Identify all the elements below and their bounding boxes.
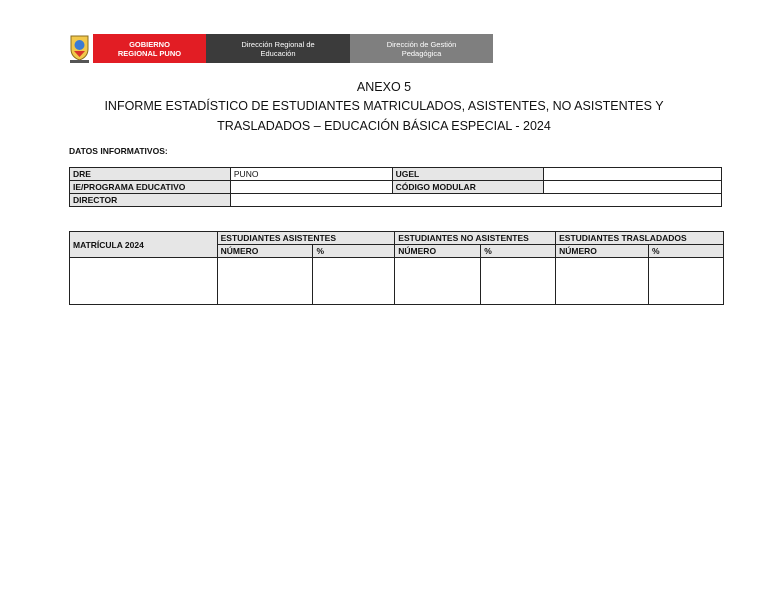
- dre-value[interactable]: PUNO: [230, 168, 392, 181]
- title-line-3: TRASLADADOS – EDUCACIÓN BÁSICA ESPECIAL - 2024: [217, 119, 551, 133]
- no-asistentes-numero-cell[interactable]: [395, 258, 481, 305]
- no-asistentes-header: ESTUDIANTES NO ASISTENTES: [395, 232, 556, 245]
- ie-value[interactable]: [230, 181, 392, 194]
- trasladados-numero-cell[interactable]: [556, 258, 649, 305]
- stats-table: [69, 231, 724, 305]
- info-row-dre: [70, 168, 722, 181]
- stats-header-row: [70, 232, 724, 245]
- org-direccion-regional: Dirección Regional de Educación: [206, 34, 350, 63]
- asistentes-numero-header: NÚMERO: [217, 245, 313, 258]
- no-asistentes-pct-header: %: [481, 245, 556, 258]
- title-annex: ANEXO 5: [356, 80, 412, 94]
- coat-of-arms-icon: [67, 33, 92, 64]
- info-row-ie: [70, 181, 722, 194]
- no-asistentes-numero-header: NÚMERO: [395, 245, 481, 258]
- stats-data-row: [70, 258, 724, 305]
- trasladados-header: ESTUDIANTES TRASLADADOS: [556, 232, 724, 245]
- trasladados-numero-header: NÚMERO: [556, 245, 649, 258]
- asistentes-pct-header: %: [313, 245, 395, 258]
- no-asistentes-pct-cell[interactable]: [481, 258, 556, 305]
- matricula-header: MATRÍCULA 2024: [70, 232, 218, 258]
- codigo-value[interactable]: [544, 181, 722, 194]
- trasladados-pct-header: %: [649, 245, 724, 258]
- info-table: [69, 167, 722, 207]
- org-gobierno-regional: GOBIERNO REGIONAL PUNO: [93, 34, 206, 63]
- datos-informativos-label: DATOS INFORMATIVOS:: [69, 146, 168, 156]
- org-direccion-gestion: Dirección de Gestión Pedagógica: [350, 34, 493, 63]
- asistentes-numero-cell[interactable]: [217, 258, 313, 305]
- director-value[interactable]: [230, 194, 721, 207]
- trasladados-pct-cell[interactable]: [649, 258, 724, 305]
- codigo-label: CÓDIGO MODULAR: [392, 181, 544, 194]
- ugel-value[interactable]: [544, 168, 722, 181]
- header-bar: [67, 33, 493, 64]
- title-line-2: INFORME ESTADÍSTICO DE ESTUDIANTES MATRICULADOS, ASISTENTES, NO ASISTENTES Y: [104, 99, 664, 113]
- ie-label: IE/PROGRAMA EDUCATIVO: [70, 181, 231, 194]
- info-row-director: [70, 194, 722, 207]
- ugel-label: UGEL: [392, 168, 544, 181]
- dre-label: DRE: [70, 168, 231, 181]
- asistentes-header: ESTUDIANTES ASISTENTES: [217, 232, 395, 245]
- matricula-cell[interactable]: [70, 258, 218, 305]
- asistentes-pct-cell[interactable]: [313, 258, 395, 305]
- director-label: DIRECTOR: [70, 194, 231, 207]
